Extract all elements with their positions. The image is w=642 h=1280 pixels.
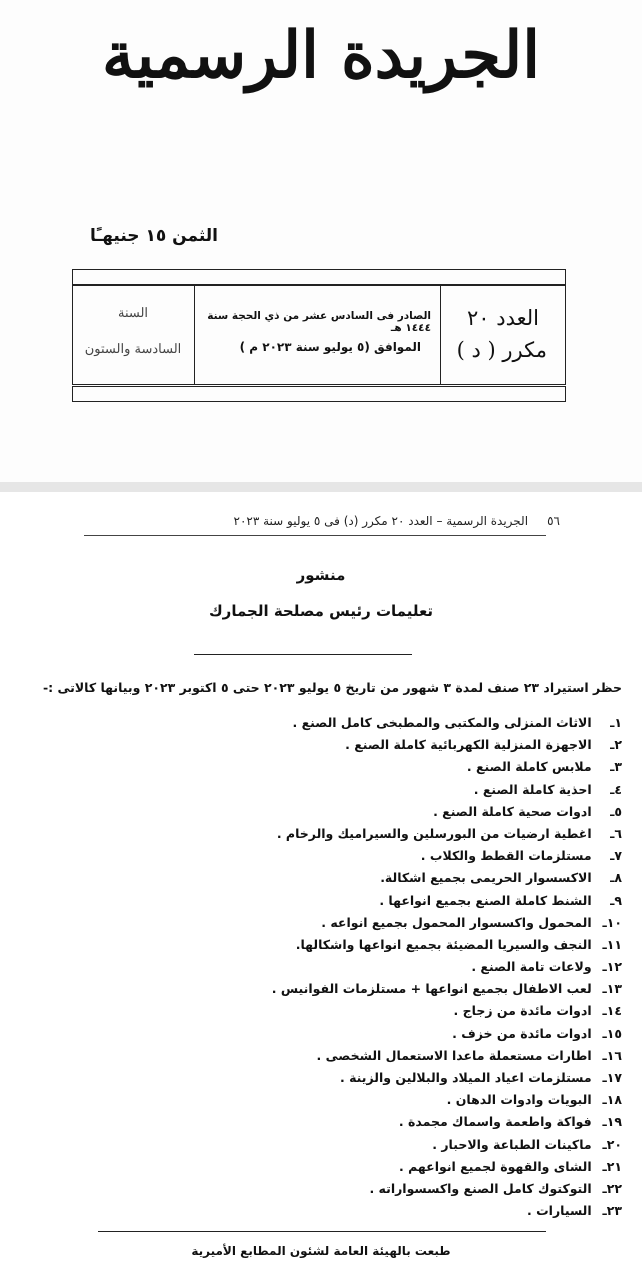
bottom-rule-bar [72, 386, 566, 402]
list-item-number: ٣ـ [610, 759, 622, 775]
printer-credit: طبعت بالهيئة العامة لشئون المطابع الأميرية [191, 1244, 451, 1258]
running-head-rule [84, 535, 546, 536]
list-item-number: ١٢ـ [602, 959, 622, 975]
list-item [62, 1089, 622, 1111]
list-item-number: ٢ـ [610, 737, 622, 753]
running-head [234, 514, 560, 528]
list-item-number: ١٥ـ [602, 1025, 622, 1041]
list-item [62, 756, 622, 778]
list-item-number: ١٣ـ [602, 981, 622, 997]
list-item-text: البويات وادوات الدهان . [446, 1092, 592, 1108]
issue-number: العدد ٢٠ [467, 306, 539, 330]
list-item [62, 1134, 622, 1156]
masthead-logo: الجريدة الرسمية [102, 18, 540, 93]
list-item-number: ١٩ـ [602, 1114, 622, 1130]
list-item-text: الشاى والقهوة لجميع انواعهم . [399, 1158, 592, 1174]
list-item-number: ١٧ـ [602, 1070, 622, 1085]
list-item-number: ٤ـ [610, 781, 622, 797]
list-item [62, 1000, 622, 1022]
list-item-text: الاثاث المنزلى والمكتبى والمطبخى كامل الصنع . [292, 715, 592, 730]
list-item [62, 912, 622, 934]
list-item-text: ادوات مائدة من خزف . [452, 1025, 592, 1041]
page-number: ٥٦ [547, 514, 560, 528]
list-item-number: ١٦ـ [602, 1047, 622, 1063]
list-item [62, 779, 622, 801]
intro-paragraph: حظر استيراد ٢٣ صنف لمدة ٣ شهور من تاريخ ٥ يوليو ٢٠٢٣ حتى ٥ اكتوبر ٢٠٢٣ وبيانها كالاتى :- [42, 680, 622, 695]
list-item [62, 1023, 622, 1045]
year-column [71, 286, 195, 384]
list-item-number: ٧ـ [610, 848, 622, 864]
issue-column [440, 286, 565, 384]
list-item-number: ٥ـ [610, 803, 622, 819]
list-item-number: ١٤ـ [602, 1003, 622, 1019]
gregorian-date: الموافق (٥ يوليو سنة ٢٠٢٣ م ) [239, 340, 421, 354]
list-item-text: اطارات مستعملة ماعدا الاستعمال الشخصى . [316, 1047, 592, 1063]
list-item [62, 801, 622, 823]
issue-info-box [72, 285, 566, 385]
year-value: السادسة والستون [84, 342, 182, 357]
list-item-text: ملابس كاملة الصنع . [466, 759, 592, 775]
list-item-text: ادوات صحية كاملة الصنع . [433, 803, 592, 819]
running-head-text: الجريدة الرسمية – العدد ٢٠ مكرر (د) فى ٥ يوليو سنة ٢٠٢٣ [233, 514, 529, 528]
issue-suffix: مكرر ( د ) [456, 338, 547, 362]
list-item-number: ٢٠ـ [602, 1136, 622, 1152]
list-item-text: مستلزمات القطط والكلاب . [420, 848, 592, 864]
list-item [62, 978, 622, 1000]
list-item [62, 823, 622, 845]
list-item-number: ٨ـ [610, 870, 622, 886]
page-separator [0, 482, 642, 492]
list-item-text: مستلزمات اعياد الميلاد والبلالين والزينة . [340, 1070, 592, 1085]
list-item-text: لعب الاطفال بجميع انواعها + مستلزمات الفوانيس . [271, 981, 592, 997]
list-item-text: اغطية ارضيات من البورسلين والسيراميك والرخام . [276, 825, 592, 841]
list-item-number: ٢٢ـ [602, 1180, 622, 1196]
banned-items-list [62, 712, 622, 1222]
list-item-text: التوكتوك كامل الصنع واكسسواراته . [369, 1180, 592, 1196]
list-item-number: ٢٣ـ [602, 1203, 622, 1219]
list-item [62, 712, 622, 734]
list-item-text: ماكينات الطباعة والاحبار . [432, 1136, 592, 1152]
list-item-text: المحمول واكسسوار المحمول بجميع انواعه . [321, 914, 592, 930]
list-item-text: النجف والسيريا المضيئة بجميع انواعها واشكالها. [295, 936, 592, 952]
top-rule-bar [72, 269, 566, 285]
list-item-number: ٩ـ [610, 892, 622, 908]
list-item [62, 956, 622, 978]
list-item-text: احذية كاملة الصنع . [473, 781, 592, 797]
price-label: الثمن ١٥ جنيهـًا [90, 226, 218, 246]
list-item [62, 845, 622, 867]
footer-rule [98, 1231, 546, 1232]
list-item-number: ١ـ [610, 715, 622, 730]
list-item [62, 1111, 622, 1133]
section-subtitle: تعليمات رئيس مصلحة الجمارك [208, 602, 434, 620]
hijri-date: الصادر فى السادس عشر من ذي الحجة سنة ١٤٤٤ هـ [207, 310, 431, 334]
list-item-text: الشنط كاملة الصنع بجميع انواعها . [379, 892, 592, 908]
list-item [62, 734, 622, 756]
list-item [62, 890, 622, 912]
list-item-text: الاجهزة المنزلية الكهربائية كاملة الصنع . [345, 737, 592, 753]
list-item-number: ١٨ـ [602, 1092, 622, 1108]
list-item [62, 934, 622, 956]
list-item [62, 1200, 622, 1222]
list-item-text: الاكسسوار الحريمى بجميع اشكالة. [380, 870, 592, 886]
list-item-text: ولاعات تامة الصنع . [471, 959, 592, 975]
list-item [62, 1045, 622, 1067]
list-item [62, 867, 622, 889]
list-item-text: السيارات . [527, 1203, 592, 1219]
list-item-number: ١١ـ [602, 936, 622, 952]
list-item [62, 1067, 622, 1089]
list-item-number: ٢١ـ [602, 1158, 622, 1174]
list-item [62, 1178, 622, 1200]
year-label: السنة [117, 306, 149, 321]
list-item [62, 1156, 622, 1178]
cover-page [0, 0, 642, 482]
list-item-text: ادوات مائدة من زجاج . [453, 1003, 592, 1019]
section-rule [194, 654, 412, 655]
date-column [194, 286, 441, 384]
list-item-number: ١٠ـ [602, 914, 622, 930]
section-title: منشور [296, 566, 346, 584]
content-page [0, 492, 642, 1280]
list-item-text: فواكة واطعمة واسماك مجمدة . [398, 1114, 592, 1130]
list-item-number: ٦ـ [610, 825, 622, 841]
